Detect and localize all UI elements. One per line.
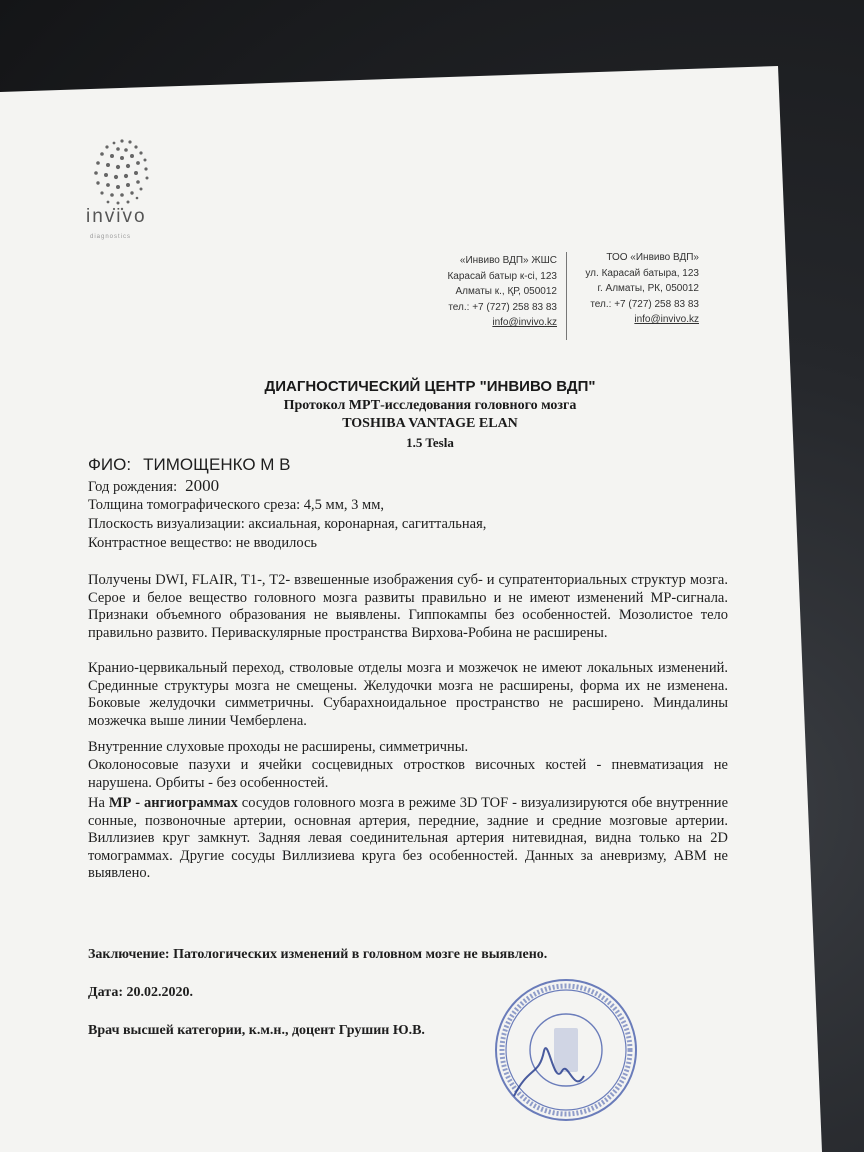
findings-paragraph: Внутренние слуховые проходы не расширены, симметричны. (88, 739, 469, 755)
visualization-plane: Плоскость визуализации: аксиальная, коронарная, сагиттальная, (88, 516, 487, 532)
report-date: Дата: 20.02.2020. (88, 985, 193, 1000)
findings-paragraph: Околоносовые пазухи и ячейки сосцевидных отростков височных костей - пневматизация не нарушена. Орбиты - без особенностей. (88, 757, 728, 791)
address-line: ул. Карасай батыра, 123 (585, 267, 699, 279)
address-block-russian (560, 250, 699, 328)
patient-name-value: ТИМОЩЕНКО М В (143, 455, 291, 474)
angiography-bold-term: МР - ангиограммах (108, 795, 238, 811)
patient-name-label: ФИО: (88, 455, 132, 474)
slice-thickness: Толщина томографического среза: 4,5 мм, 3 мм, (88, 497, 385, 513)
email-link[interactable]: info@invivo.kz (634, 314, 699, 325)
invivo-logo-icon (74, 118, 174, 248)
contrast-agent: Контрастное вещество: не вводилось (88, 535, 318, 551)
birth-year-label: Год рождения: (88, 479, 178, 495)
angiography-paragraph (88, 795, 728, 883)
birth-year-row (88, 476, 219, 496)
field-strength: 1.5 Tesla (406, 435, 454, 450)
address-block-kazakh (420, 253, 557, 331)
angiography-text: сосудов головного мозга в режиме 3D TOF - визуализируются обе внутренние сонные, позвоночные артерии, основная артерия, передние, задние и средние мозговые артерии. Виллизиев круг замкнут. Задняя левая соединительная артерия нитевидная, видна только на 2D томограммах. Другие сосуды Виллизиева круга без особенностей. Данных за аневризму, АВМ не выявлено. (88, 795, 729, 882)
address-line: тел.: +7 (727) 258 83 83 (590, 298, 699, 310)
conclusion: Заключение: Патологических изменений в головном мозге не выявлено. (88, 947, 548, 962)
address-line: Карасай батыр к-сі, 123 (447, 270, 557, 282)
doctor-signature-line: Врач высшей категории, к.м.н., доцент Грушин Ю.В. (88, 1023, 425, 1038)
patient-name-row (88, 455, 291, 475)
angiography-prefix: На (88, 795, 109, 811)
round-seal-stamp-icon (484, 976, 644, 1126)
logo-wordmark: invivo (86, 206, 147, 227)
findings-paragraph: Кранио-цервикальный переход, стволовые отделы мозга и мозжечок не имеют локальных изменений. Срединные структуры мозга не смещены. Желудочки мозга не расширены, форма их не изменена. Боковые желудочки симметричны. Субарахноидальное пространство не расширено. Миндалины мозжечка выше линии Чемберлена. (88, 660, 728, 729)
address-line: ТОО «Инвиво ВДП» (606, 252, 699, 263)
address-line: «Инвиво ВДП» ЖШС (459, 255, 557, 266)
findings-paragraph: Получены DWI, FLAIR, T1-, T2- взвешенные изображения суб- и супратенториальных структур мозга. Серое и белое вещество головного мозга развиты правильно и не имеют изменений МР-сигнала. Признаки объемного образования не выявлены. Гиппокампы без особенностей. Мозолистое тело правильно развито. Периваскулярные пространства Вирхова-Робина не расширены. (88, 572, 728, 641)
protocol-title: Протокол МРТ-исследования головного мозга (283, 398, 577, 413)
logo-tagline: diagnostics (90, 234, 132, 240)
center-title: ДИАГНОСТИЧЕСКИЙ ЦЕНТР "ИНВИВО ВДП" (264, 378, 596, 395)
device-name: TOSHIBA VANTAGE ELAN (342, 416, 518, 431)
birth-year-value: 2000 (185, 476, 220, 495)
address-line: г. Алматы, РК, 050012 (597, 283, 699, 294)
email-link[interactable]: info@invivo.kz (492, 317, 557, 328)
address-line: тел.: +7 (727) 258 83 83 (448, 301, 557, 313)
address-line: Алматы к., ҚР, 050012 (455, 286, 557, 297)
